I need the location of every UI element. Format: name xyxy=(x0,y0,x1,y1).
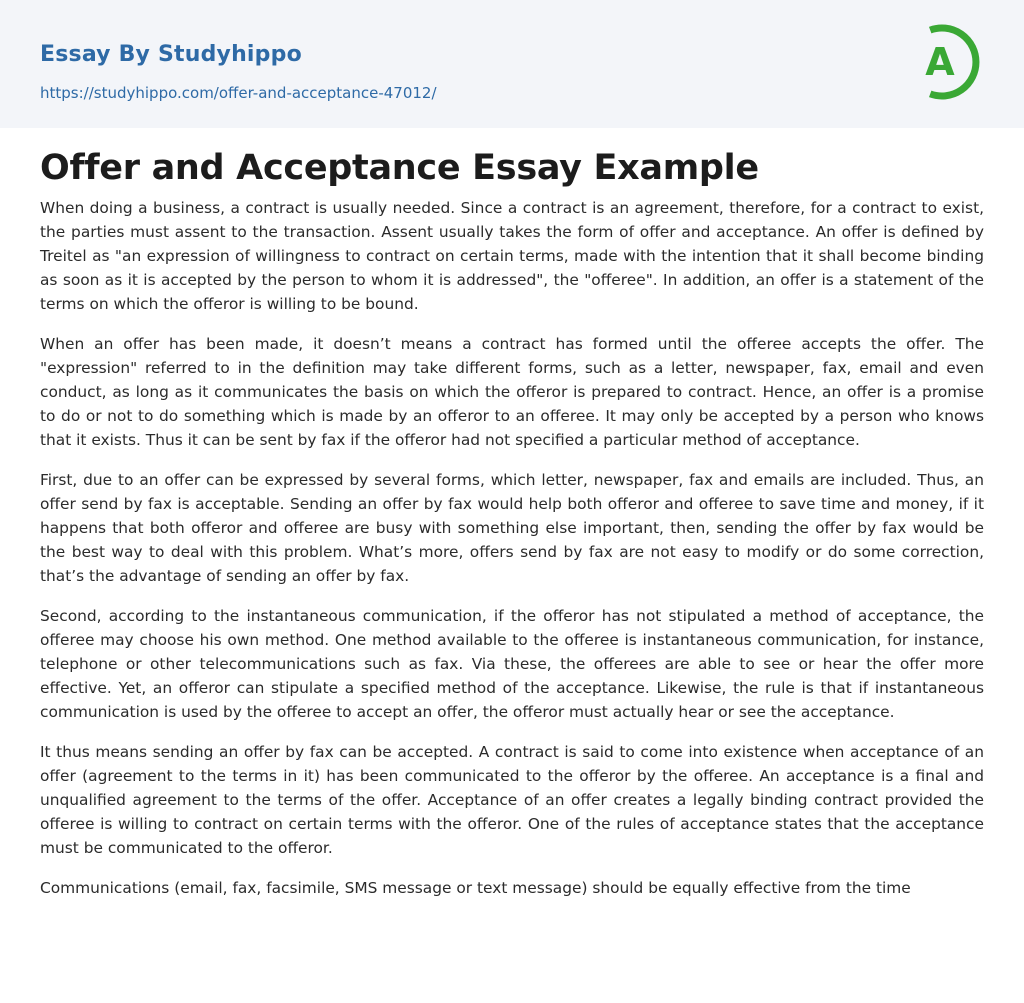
paragraph: When an offer has been made, it doesn’t means a contract has formed until the offeree accepts the offer. The "expression" referred to in the definition may take different forms, such as a letter, newspaper, fax, email and even conduct, as long as it communicates the basis on which the offeror is prepared to contract. Hence, an offer is a promise to do or not to do something which is made by an offeror to an offeree. It may only be accepted by a person who knows that it exists. Thus it can be sent by fax if the offeror had not specified a particular method of acceptance. xyxy=(40,335,984,449)
paragraph: Communications (email, fax, facsimile, SMS message or text message) should be equally effective from the time xyxy=(40,879,911,897)
brand-title[interactable]: Essay By Studyhippo xyxy=(40,42,302,67)
site-header xyxy=(0,0,1024,128)
paragraph: When doing a business, a contract is usually needed. Since a contract is an agreement, therefore, for a contract to exist, the parties must assent to the transaction. Assent usually takes the form of offer and acceptance. An offer is defined by Treitel as "an expression of willingness to contract on certain terms, made with the intention that it shall become binding as soon as it is accepted by the person to whom it is addressed", the "offeree". In addition, an offer is a statement of the terms on which the offeror is willing to be bound. xyxy=(40,199,984,313)
page-title: Offer and Acceptance Essay Example xyxy=(40,148,759,188)
paragraph: Second, according to the instantaneous communication, if the offeror has not stipulated a method of acceptance, the offeree may choose his own method. One method available to the offeree is instantaneous communication, for instance, telephone or other telecommunications such as fax. Via these, the offerees are able to see or hear the offer more effective. Yet, an offeror can stipulate a specified method of the acceptance. Likewise, the rule is that if instantaneous communication is used by the offeree to accept an offer, the offeror must actually hear or see the acceptance. xyxy=(40,607,984,721)
source-url-link[interactable]: https://studyhippo.com/offer-and-acceptance-47012/ xyxy=(40,84,437,102)
paragraph: It thus means sending an offer by fax can be accepted. A contract is said to come into existence when acceptance of an offer (agreement to the terms in it) has been communicated to the offeror by the offeree. An acceptance is a final and unqualified agreement to the terms of the offer. Acceptance of an offer creates a legally binding contract provided the offeree is willing to contract on certain terms with the offeror. One of the rules of acceptance states that the acceptance must be communicated to the offeror. xyxy=(40,743,984,857)
logo-letter: A xyxy=(925,40,955,84)
paragraph: First, due to an offer can be expressed by several forms, which letter, newspaper, fax and emails are included. Thus, an offer send by fax is acceptable. Sending an offer by fax would help both offeror and offeree to save time and money, if it happens that both offeror and offeree are busy with something else important, then, sending the offer by fax would be the best way to deal with this problem. What’s more, offers send by fax are not easy to modify or do some correction, that’s the advantage of sending an offer by fax. xyxy=(40,471,984,585)
studyhippo-logo-icon[interactable] xyxy=(910,18,988,106)
article xyxy=(40,144,984,916)
